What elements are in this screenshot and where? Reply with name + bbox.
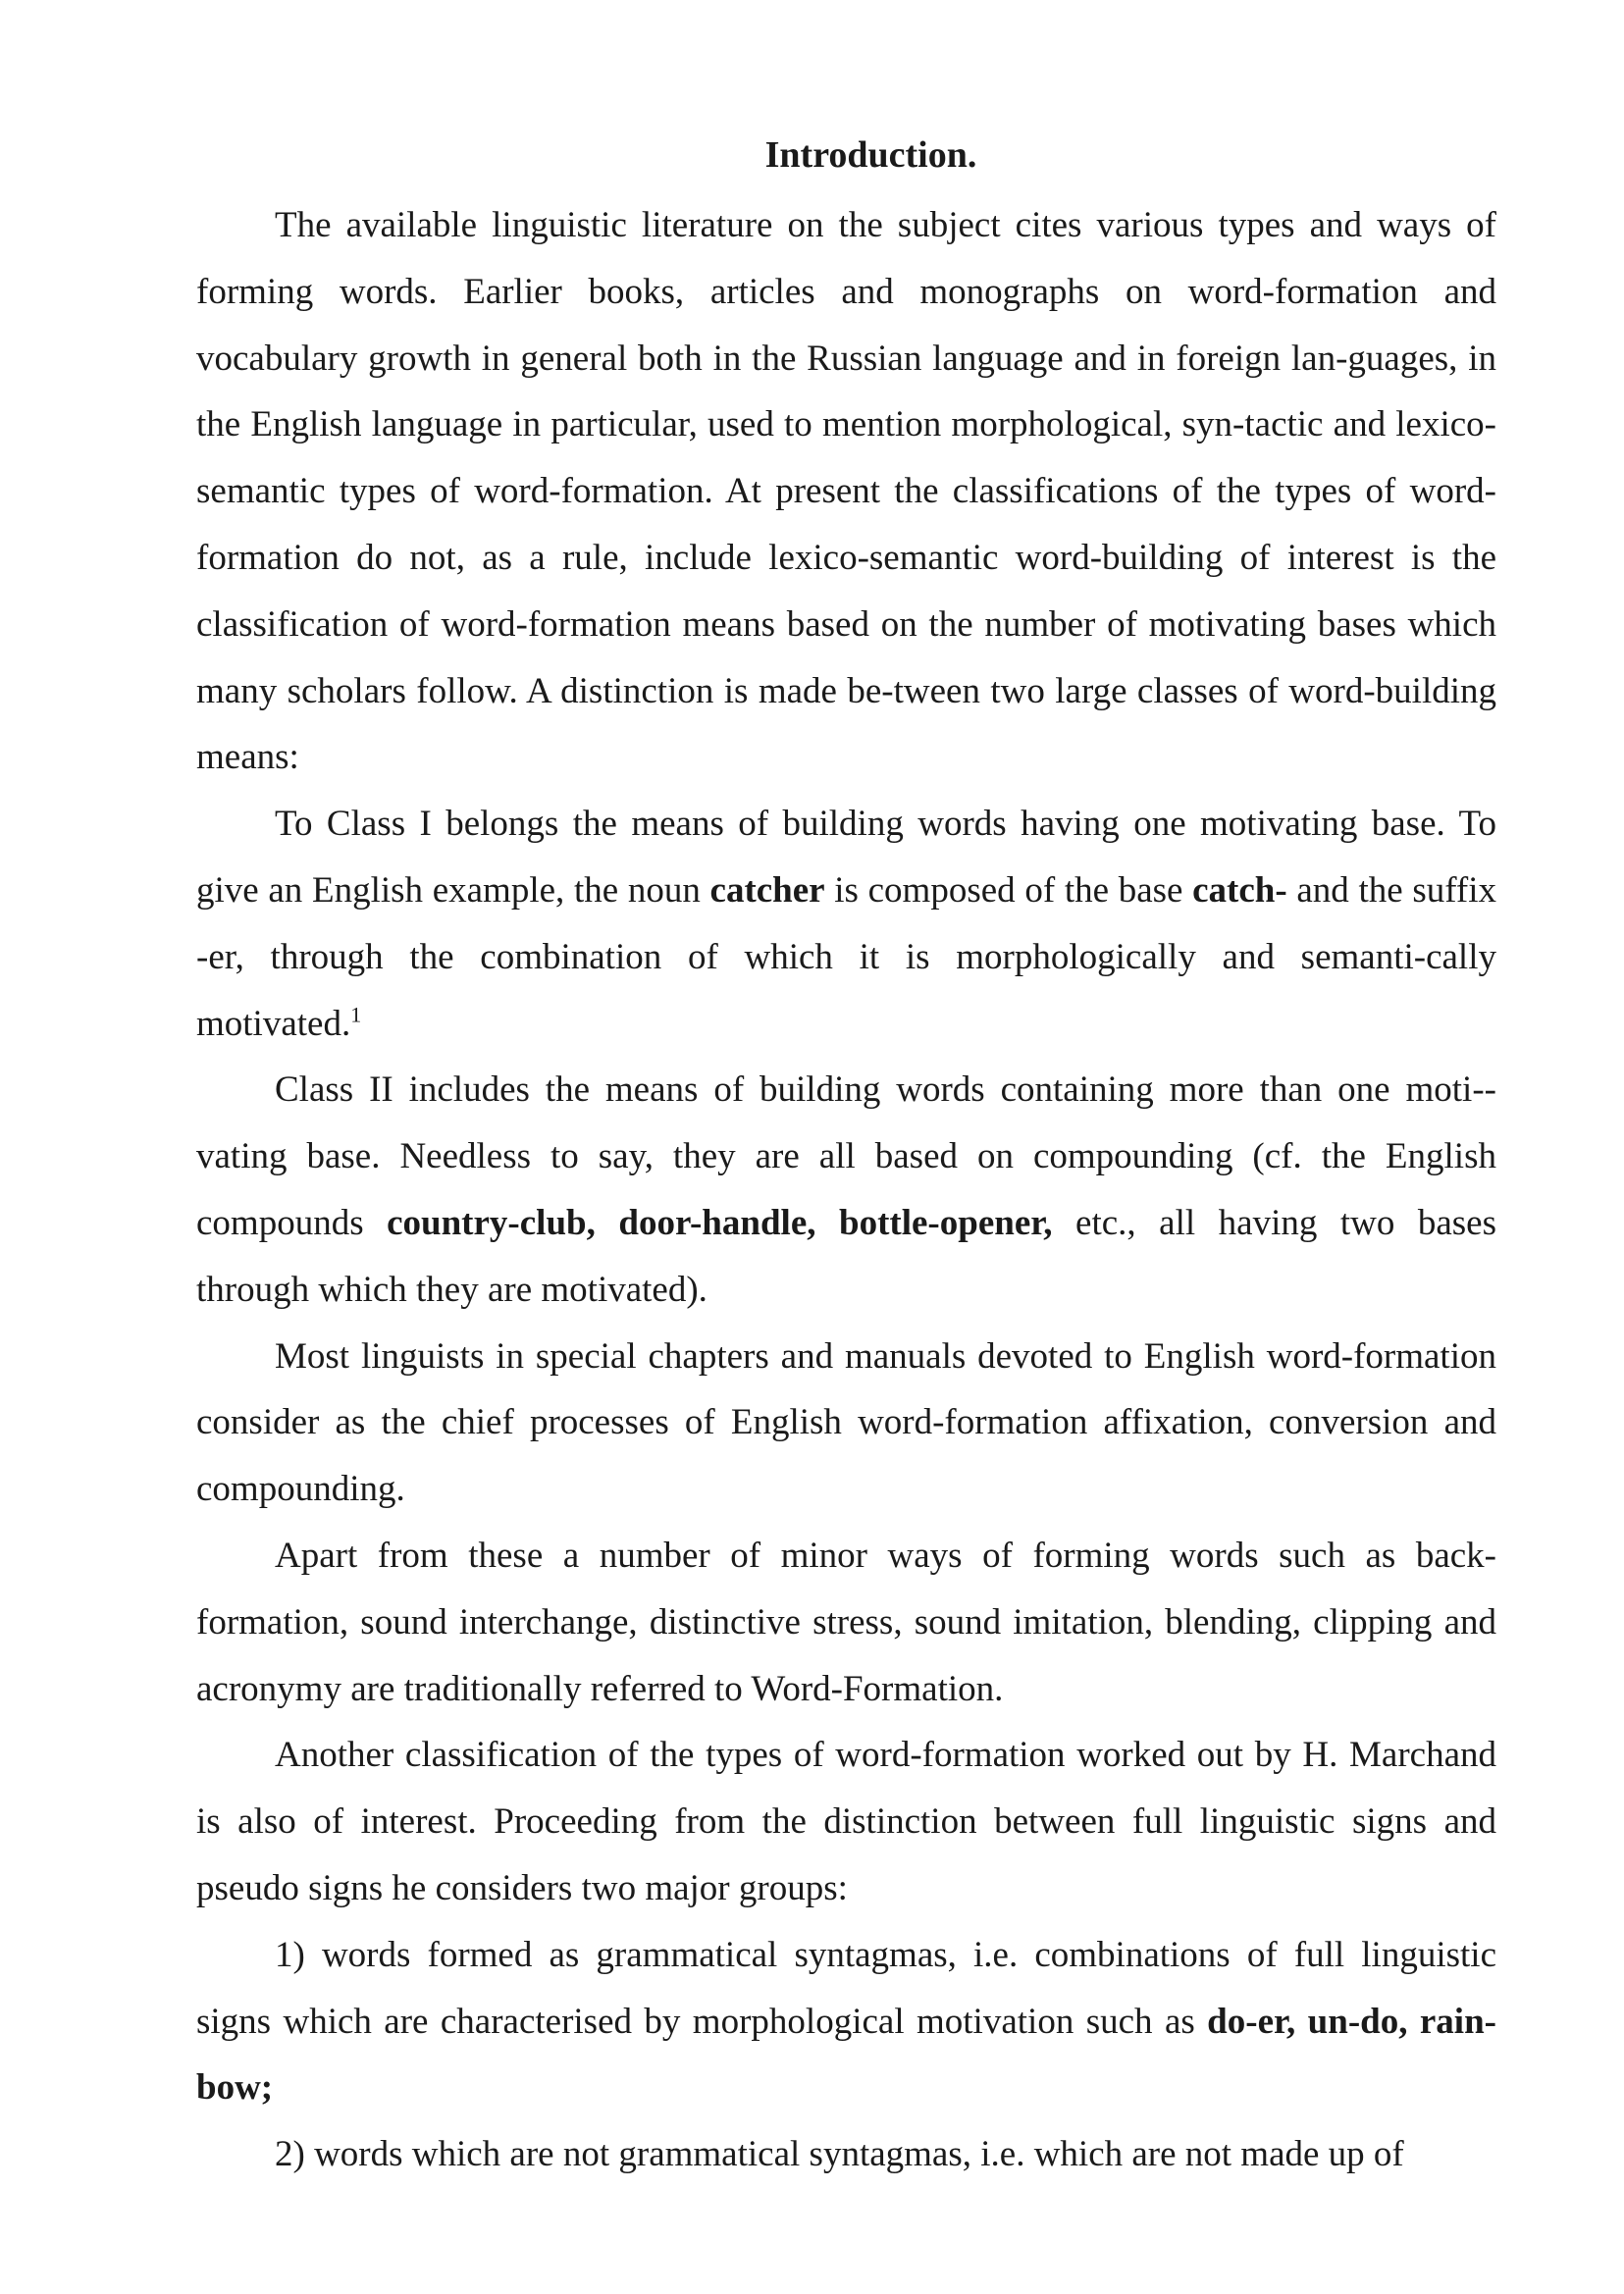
document-page [196, 126, 1496, 2188]
text-run: and the suffix -er, through the combination of which it is morphologically and semanti-cally motivated. [196, 869, 1496, 1044]
paragraph [196, 2121, 1496, 2188]
body-text [196, 192, 1496, 2188]
bold-term: catch- [1192, 869, 1287, 911]
text-run: etc., all having two bases through which they are motivated). [196, 1202, 1497, 1310]
paragraph [196, 1722, 1496, 1921]
paragraph [196, 1324, 1496, 1523]
text-run: 1) words formed as grammatical syntagmas, i.e. combinations of full linguistic signs which are characterised by morphological motivation such as [196, 1934, 1496, 2042]
bold-term: catcher [709, 869, 825, 911]
text-run: Most linguists in special chapters and manuals devoted to English word-formation consider as the chief processes of English word-formation affixation, conversion and compounding. [196, 1335, 1496, 1510]
paragraph [196, 1057, 1496, 1323]
footnote-marker: 1 [350, 1002, 362, 1027]
text-run: Apart from these a number of minor ways of forming words such as back-formation, sound interchange, distinctive stress, sound imitation, blending, clipping and acronymy are traditionally referred to Word-Formation. [196, 1535, 1496, 1709]
paragraph [196, 1922, 1496, 2121]
paragraph [196, 192, 1496, 791]
page-title: Introduction. [764, 134, 977, 176]
text-run: is composed of the base [824, 869, 1193, 911]
text-run: Another classification of the types of word-formation worked out by H. Marchand is also of interest. Proceeding from the distinction between full linguistic signs and pseudo signs he considers two major groups: [196, 1735, 1496, 1908]
text-run: The available linguistic literature on the subject cites various types and ways of forming words. Earlier books, articles and monographs on word-formation and vocabulary growth in general both in the Russian language and in foreign lan-guages, in the English language in particular, used to mention morphological, syn-tactic and lexico-semantic types of word-formation. At present the classifications of the types of word-formation do not, as a rule, include lexico-semantic word-building of interest is the classification of word-formation means based on the number of motivating bases which many scholars follow. A distinction is made be-tween two large classes of word-building means: [196, 205, 1496, 778]
text-run: To Class I belongs the means of building words having one motivating base. To give an English example, the noun [196, 804, 1496, 911]
text-run: 2) words which are not grammatical syntagmas, i.e. which are not made up of [275, 2134, 1404, 2175]
paragraph [196, 791, 1496, 1057]
paragraph [196, 1523, 1496, 1722]
bold-term: do-er, un-do, rain-bow; [196, 2001, 1496, 2109]
text-run: Class II includes the means of building words containing more than one moti-vating base. Needless to say, they are all based on compounding (cf. the English compounds [196, 1069, 1496, 1243]
bold-term: country-club, door-handle, bottle-opener, [387, 1202, 1053, 1243]
